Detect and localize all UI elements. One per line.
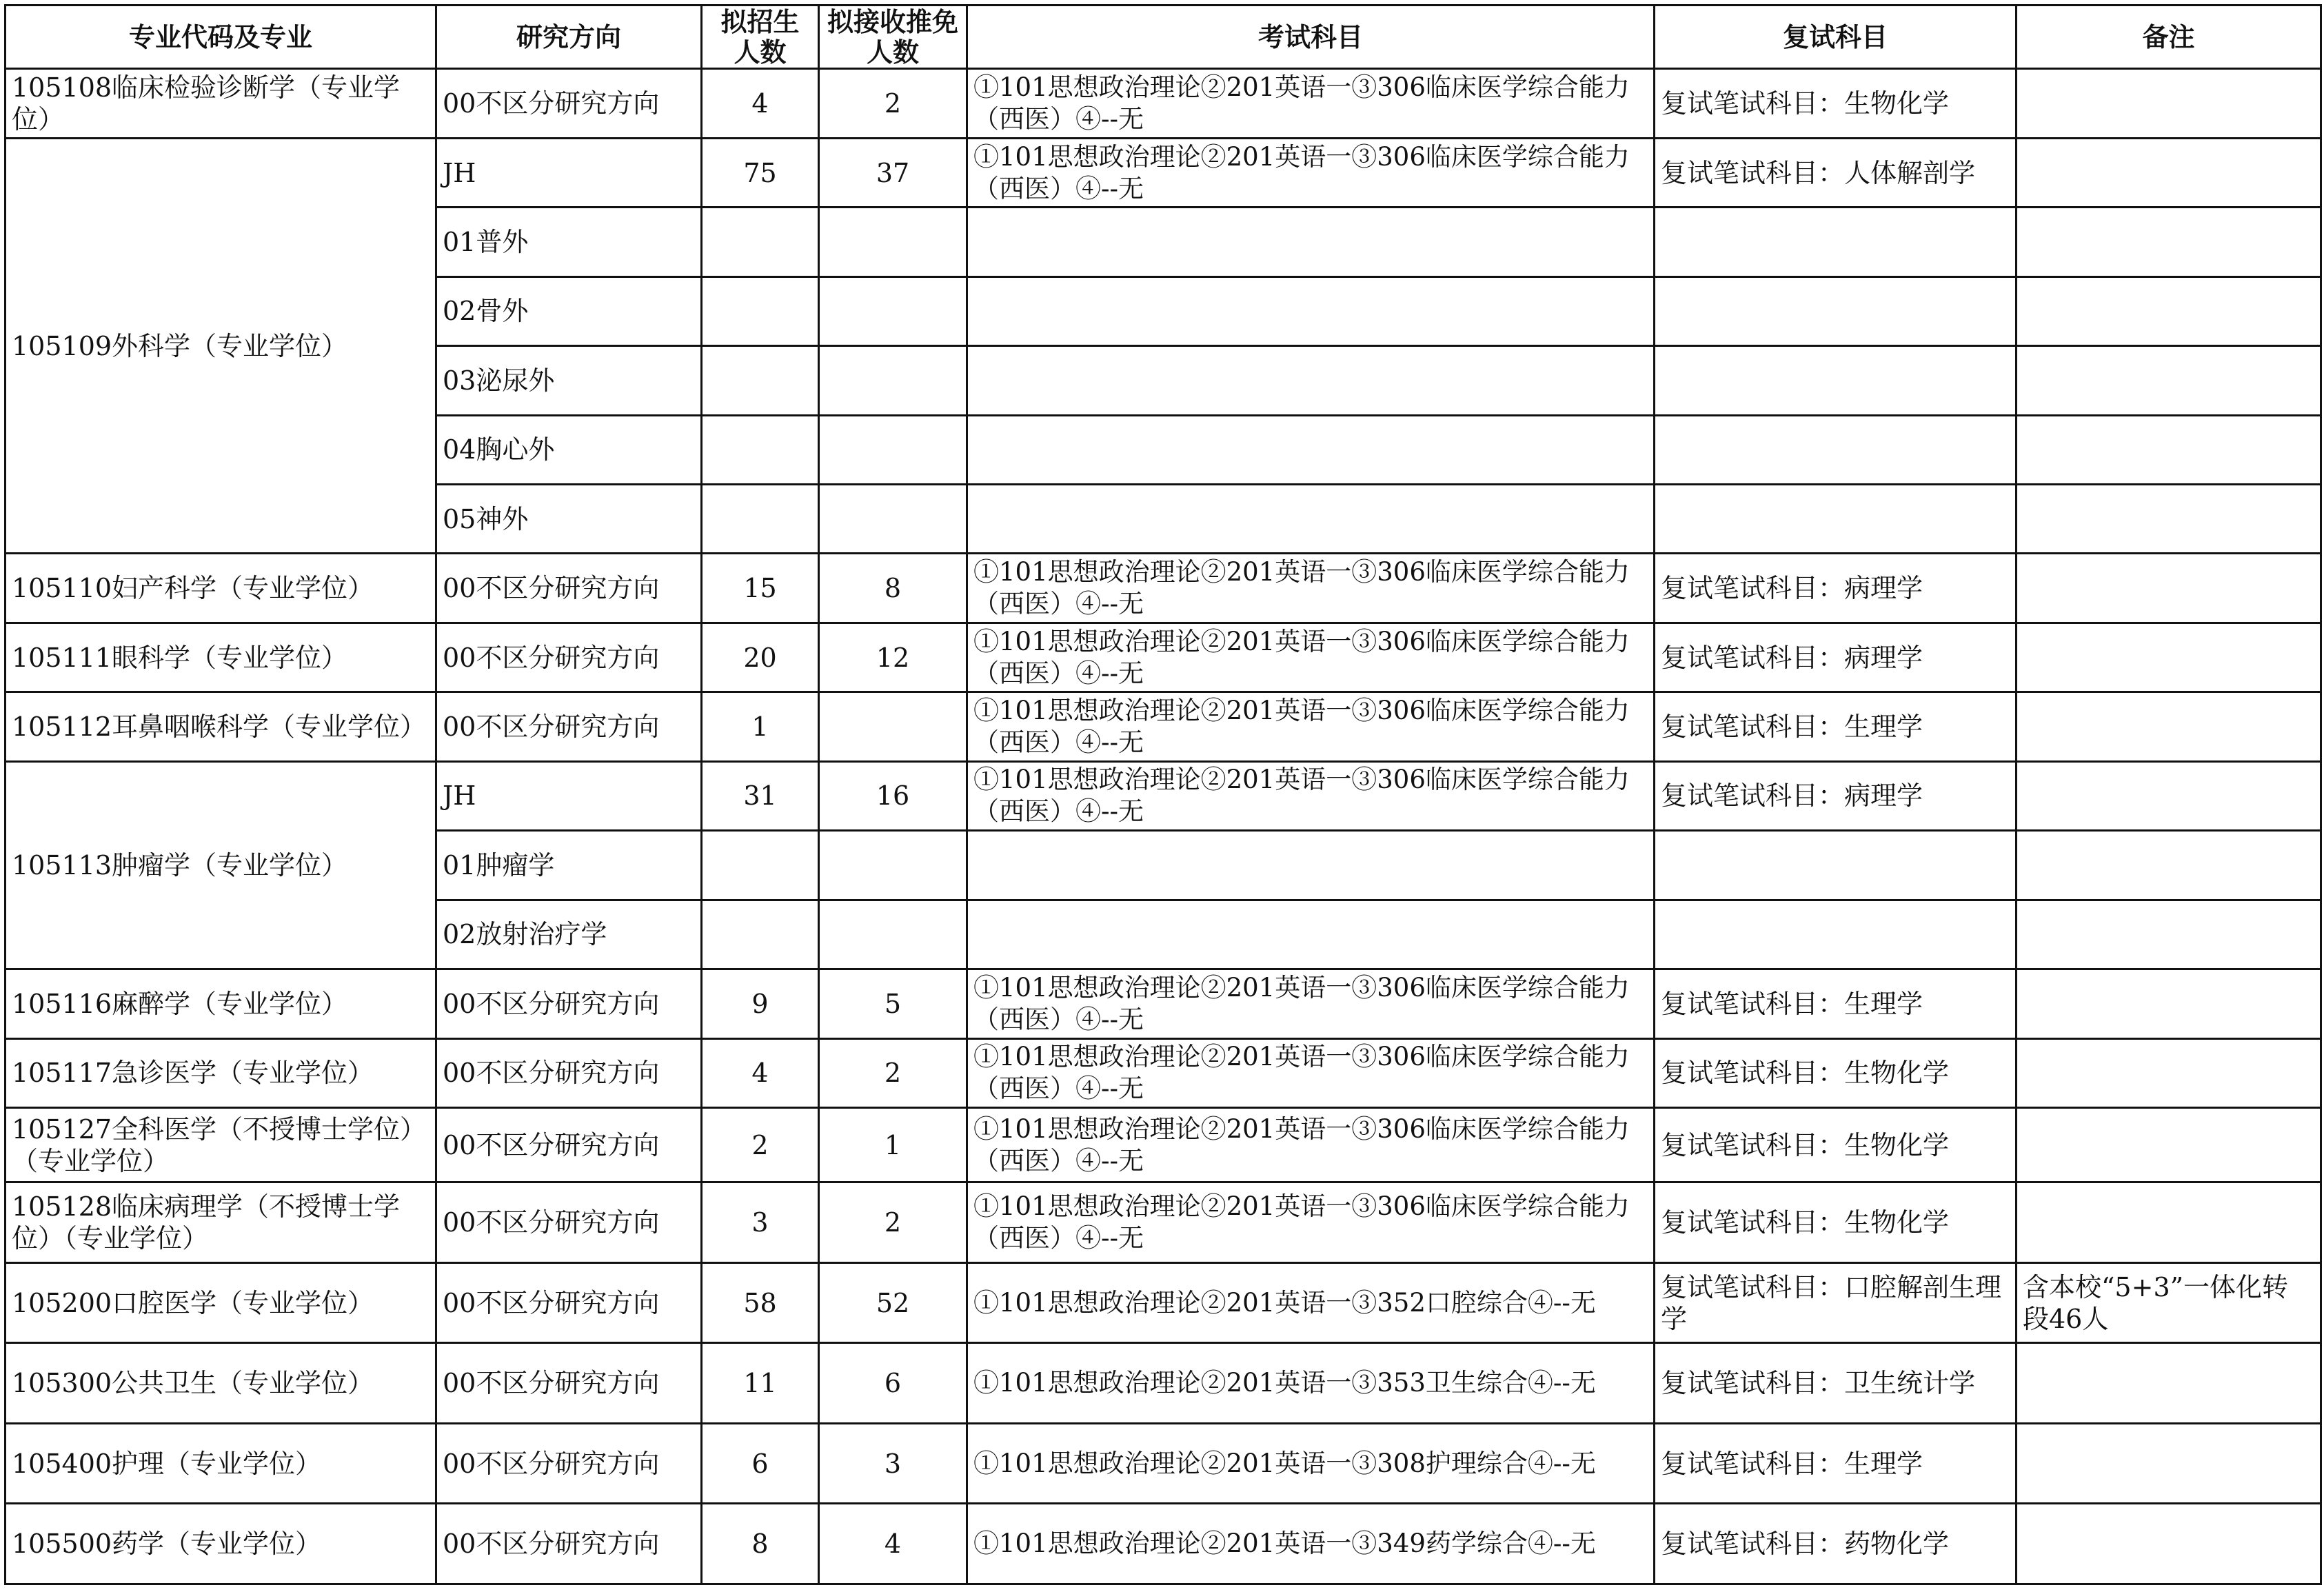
retest-cell: 复试笔试科目：口腔解剖生理学 — [1655, 1262, 2017, 1343]
table-row — [6, 69, 2321, 138]
exam-cell — [967, 485, 1655, 554]
table-row — [6, 138, 2321, 207]
direction-cell: JH — [436, 138, 702, 207]
exam-cell: ①101思想政治理论②201英语一③349药学综合④--无 — [967, 1504, 1655, 1584]
direction-cell: 02放射治疗学 — [436, 900, 702, 969]
major-cell: 105116麻醉学（专业学位） — [6, 969, 436, 1038]
quota-cell: 31 — [702, 761, 819, 830]
remark-cell — [2017, 1423, 2321, 1504]
table-row — [6, 1107, 2321, 1182]
exempt-cell: 4 — [819, 1504, 967, 1584]
direction-cell: 00不区分研究方向 — [436, 1423, 702, 1504]
header-retest: 复试科目 — [1655, 6, 2017, 69]
quota-cell: 8 — [702, 1504, 819, 1584]
table-row — [6, 1423, 2321, 1504]
retest-cell: 复试笔试科目：病理学 — [1655, 761, 2017, 830]
quota-cell: 4 — [702, 1038, 819, 1107]
exam-cell — [967, 346, 1655, 415]
quota-cell — [702, 485, 819, 554]
major-cell: 105500药学（专业学位） — [6, 1504, 436, 1584]
remark-cell — [2017, 415, 2321, 484]
exempt-cell: 2 — [819, 1182, 967, 1263]
remark-cell — [2017, 831, 2321, 900]
exam-cell — [967, 831, 1655, 900]
quota-cell: 2 — [702, 1107, 819, 1182]
direction-cell: 02骨外 — [436, 276, 702, 345]
exam-cell — [967, 900, 1655, 969]
retest-cell: 复试笔试科目：病理学 — [1655, 623, 2017, 692]
exam-cell — [967, 208, 1655, 276]
exam-cell: ①101思想政治理论②201英语一③352口腔综合④--无 — [967, 1262, 1655, 1343]
exam-cell: ①101思想政治理论②201英语一③353卫生综合④--无 — [967, 1343, 1655, 1424]
exempt-cell: 8 — [819, 554, 967, 623]
remark-cell — [2017, 1107, 2321, 1182]
header-remark: 备注 — [2017, 6, 2321, 69]
direction-cell: 00不区分研究方向 — [436, 692, 702, 761]
retest-cell: 复试笔试科目：生物化学 — [1655, 1038, 2017, 1107]
retest-cell: 复试笔试科目：卫生统计学 — [1655, 1343, 2017, 1424]
table-row — [6, 623, 2321, 692]
quota-cell: 20 — [702, 623, 819, 692]
remark-cell — [2017, 969, 2321, 1038]
quota-cell: 58 — [702, 1262, 819, 1343]
remark-cell — [2017, 900, 2321, 969]
quota-cell: 9 — [702, 969, 819, 1038]
exam-cell: ①101思想政治理论②201英语一③308护理综合④--无 — [967, 1423, 1655, 1504]
retest-cell — [1655, 415, 2017, 484]
major-cell: 105127全科医学（不授博士学位）（专业学位） — [6, 1107, 436, 1182]
major-cell: 105108临床检验诊断学（专业学位） — [6, 69, 436, 138]
direction-cell: 00不区分研究方向 — [436, 69, 702, 138]
exam-cell: ①101思想政治理论②201英语一③306临床医学综合能力（西医）④--无 — [967, 138, 1655, 207]
retest-cell — [1655, 831, 2017, 900]
direction-cell: 00不区分研究方向 — [436, 623, 702, 692]
exempt-cell: 5 — [819, 969, 967, 1038]
quota-cell: 1 — [702, 692, 819, 761]
direction-cell: 01普外 — [436, 208, 702, 276]
remark-cell: 含本校“5+3”一体化转段46人 — [2017, 1262, 2321, 1343]
quota-cell — [702, 276, 819, 345]
major-cell: 105117急诊医学（专业学位） — [6, 1038, 436, 1107]
major-cell: 105400护理（专业学位） — [6, 1423, 436, 1504]
quota-cell — [702, 208, 819, 276]
exam-cell: ①101思想政治理论②201英语一③306临床医学综合能力（西医）④--无 — [967, 1107, 1655, 1182]
exam-cell: ①101思想政治理论②201英语一③306临床医学综合能力（西医）④--无 — [967, 1038, 1655, 1107]
remark-cell — [2017, 1504, 2321, 1584]
direction-cell: 04胸心外 — [436, 415, 702, 484]
exam-cell: ①101思想政治理论②201英语一③306临床医学综合能力（西医）④--无 — [967, 554, 1655, 623]
quota-cell — [702, 415, 819, 484]
exempt-cell: 2 — [819, 1038, 967, 1107]
exam-cell — [967, 276, 1655, 345]
remark-cell — [2017, 1038, 2321, 1107]
quota-cell — [702, 900, 819, 969]
major-cell: 105112耳鼻咽喉科学（专业学位） — [6, 692, 436, 761]
exam-cell: ①101思想政治理论②201英语一③306临床医学综合能力（西医）④--无 — [967, 969, 1655, 1038]
exempt-cell: 2 — [819, 69, 967, 138]
exempt-cell: 3 — [819, 1423, 967, 1504]
exam-cell: ①101思想政治理论②201英语一③306临床医学综合能力（西医）④--无 — [967, 69, 1655, 138]
quota-cell: 15 — [702, 554, 819, 623]
remark-cell — [2017, 623, 2321, 692]
direction-cell: 03泌尿外 — [436, 346, 702, 415]
exempt-cell — [819, 900, 967, 969]
exempt-cell: 1 — [819, 1107, 967, 1182]
header-major: 专业代码及专业 — [6, 6, 436, 69]
quota-cell: 75 — [702, 138, 819, 207]
remark-cell — [2017, 69, 2321, 138]
remark-cell — [2017, 208, 2321, 276]
direction-cell: 00不区分研究方向 — [436, 1343, 702, 1424]
table-row — [6, 969, 2321, 1038]
direction-cell: 00不区分研究方向 — [436, 1182, 702, 1263]
major-cell: 105128临床病理学（不授博士学位）（专业学位） — [6, 1182, 436, 1263]
table-row — [6, 1038, 2321, 1107]
exam-cell — [967, 415, 1655, 484]
quota-cell: 4 — [702, 69, 819, 138]
major-cell: 105200口腔医学（专业学位） — [6, 1262, 436, 1343]
header-quota: 拟招生人数 — [702, 6, 819, 69]
remark-cell — [2017, 1343, 2321, 1424]
direction-cell: 00不区分研究方向 — [436, 1038, 702, 1107]
remark-cell — [2017, 554, 2321, 623]
remark-cell — [2017, 346, 2321, 415]
header-exam: 考试科目 — [967, 6, 1655, 69]
exam-cell: ①101思想政治理论②201英语一③306临床医学综合能力（西医）④--无 — [967, 1182, 1655, 1263]
retest-cell: 复试笔试科目：生理学 — [1655, 969, 2017, 1038]
direction-cell: 00不区分研究方向 — [436, 1504, 702, 1584]
retest-cell: 复试笔试科目：生理学 — [1655, 1423, 2017, 1504]
exempt-cell: 37 — [819, 138, 967, 207]
retest-cell — [1655, 346, 2017, 415]
table-row — [6, 761, 2321, 830]
table-row — [6, 554, 2321, 623]
direction-cell: 00不区分研究方向 — [436, 554, 702, 623]
exempt-cell — [819, 485, 967, 554]
retest-cell: 复试笔试科目：生物化学 — [1655, 1182, 2017, 1263]
direction-cell: JH — [436, 761, 702, 830]
remark-cell — [2017, 1182, 2321, 1263]
exempt-cell: 12 — [819, 623, 967, 692]
quota-cell: 6 — [702, 1423, 819, 1504]
exempt-cell — [819, 415, 967, 484]
remark-cell — [2017, 485, 2321, 554]
retest-cell: 复试笔试科目：药物化学 — [1655, 1504, 2017, 1584]
retest-cell: 复试笔试科目：生物化学 — [1655, 69, 2017, 138]
direction-cell: 00不区分研究方向 — [436, 1262, 702, 1343]
remark-cell — [2017, 761, 2321, 830]
remark-cell — [2017, 276, 2321, 345]
table-row — [6, 1262, 2321, 1343]
retest-cell: 复试笔试科目：人体解剖学 — [1655, 138, 2017, 207]
retest-cell — [1655, 276, 2017, 345]
major-cell: 105109外科学（专业学位） — [6, 138, 436, 554]
table-row — [6, 692, 2321, 761]
direction-cell: 01肿瘤学 — [436, 831, 702, 900]
remark-cell — [2017, 692, 2321, 761]
quota-cell — [702, 346, 819, 415]
retest-cell: 复试笔试科目：生理学 — [1655, 692, 2017, 761]
quota-cell — [702, 831, 819, 900]
table-row — [6, 1504, 2321, 1584]
exempt-cell: 6 — [819, 1343, 967, 1424]
quota-cell: 11 — [702, 1343, 819, 1424]
table-row — [6, 1343, 2321, 1424]
header-direction: 研究方向 — [436, 6, 702, 69]
direction-cell: 00不区分研究方向 — [436, 1107, 702, 1182]
major-cell: 105111眼科学（专业学位） — [6, 623, 436, 692]
direction-cell: 00不区分研究方向 — [436, 969, 702, 1038]
exempt-cell — [819, 692, 967, 761]
major-cell: 105300公共卫生（专业学位） — [6, 1343, 436, 1424]
major-cell: 105113肿瘤学（专业学位） — [6, 761, 436, 969]
retest-cell: 复试笔试科目：病理学 — [1655, 554, 2017, 623]
retest-cell — [1655, 208, 2017, 276]
major-cell: 105110妇产科学（专业学位） — [6, 554, 436, 623]
header-row — [6, 6, 2321, 69]
exam-cell: ①101思想政治理论②201英语一③306临床医学综合能力（西医）④--无 — [967, 692, 1655, 761]
exempt-cell — [819, 346, 967, 415]
remark-cell — [2017, 138, 2321, 207]
exempt-cell — [819, 208, 967, 276]
header-exempt: 拟接收推免人数 — [819, 6, 967, 69]
admissions-table — [4, 4, 2322, 1585]
exempt-cell — [819, 831, 967, 900]
exempt-cell: 52 — [819, 1262, 967, 1343]
direction-cell: 05神外 — [436, 485, 702, 554]
exempt-cell — [819, 276, 967, 345]
exempt-cell: 16 — [819, 761, 967, 830]
retest-cell — [1655, 900, 2017, 969]
exam-cell: ①101思想政治理论②201英语一③306临床医学综合能力（西医）④--无 — [967, 761, 1655, 830]
exam-cell: ①101思想政治理论②201英语一③306临床医学综合能力（西医）④--无 — [967, 623, 1655, 692]
retest-cell — [1655, 485, 2017, 554]
quota-cell: 3 — [702, 1182, 819, 1263]
retest-cell: 复试笔试科目：生物化学 — [1655, 1107, 2017, 1182]
table-row — [6, 1182, 2321, 1263]
